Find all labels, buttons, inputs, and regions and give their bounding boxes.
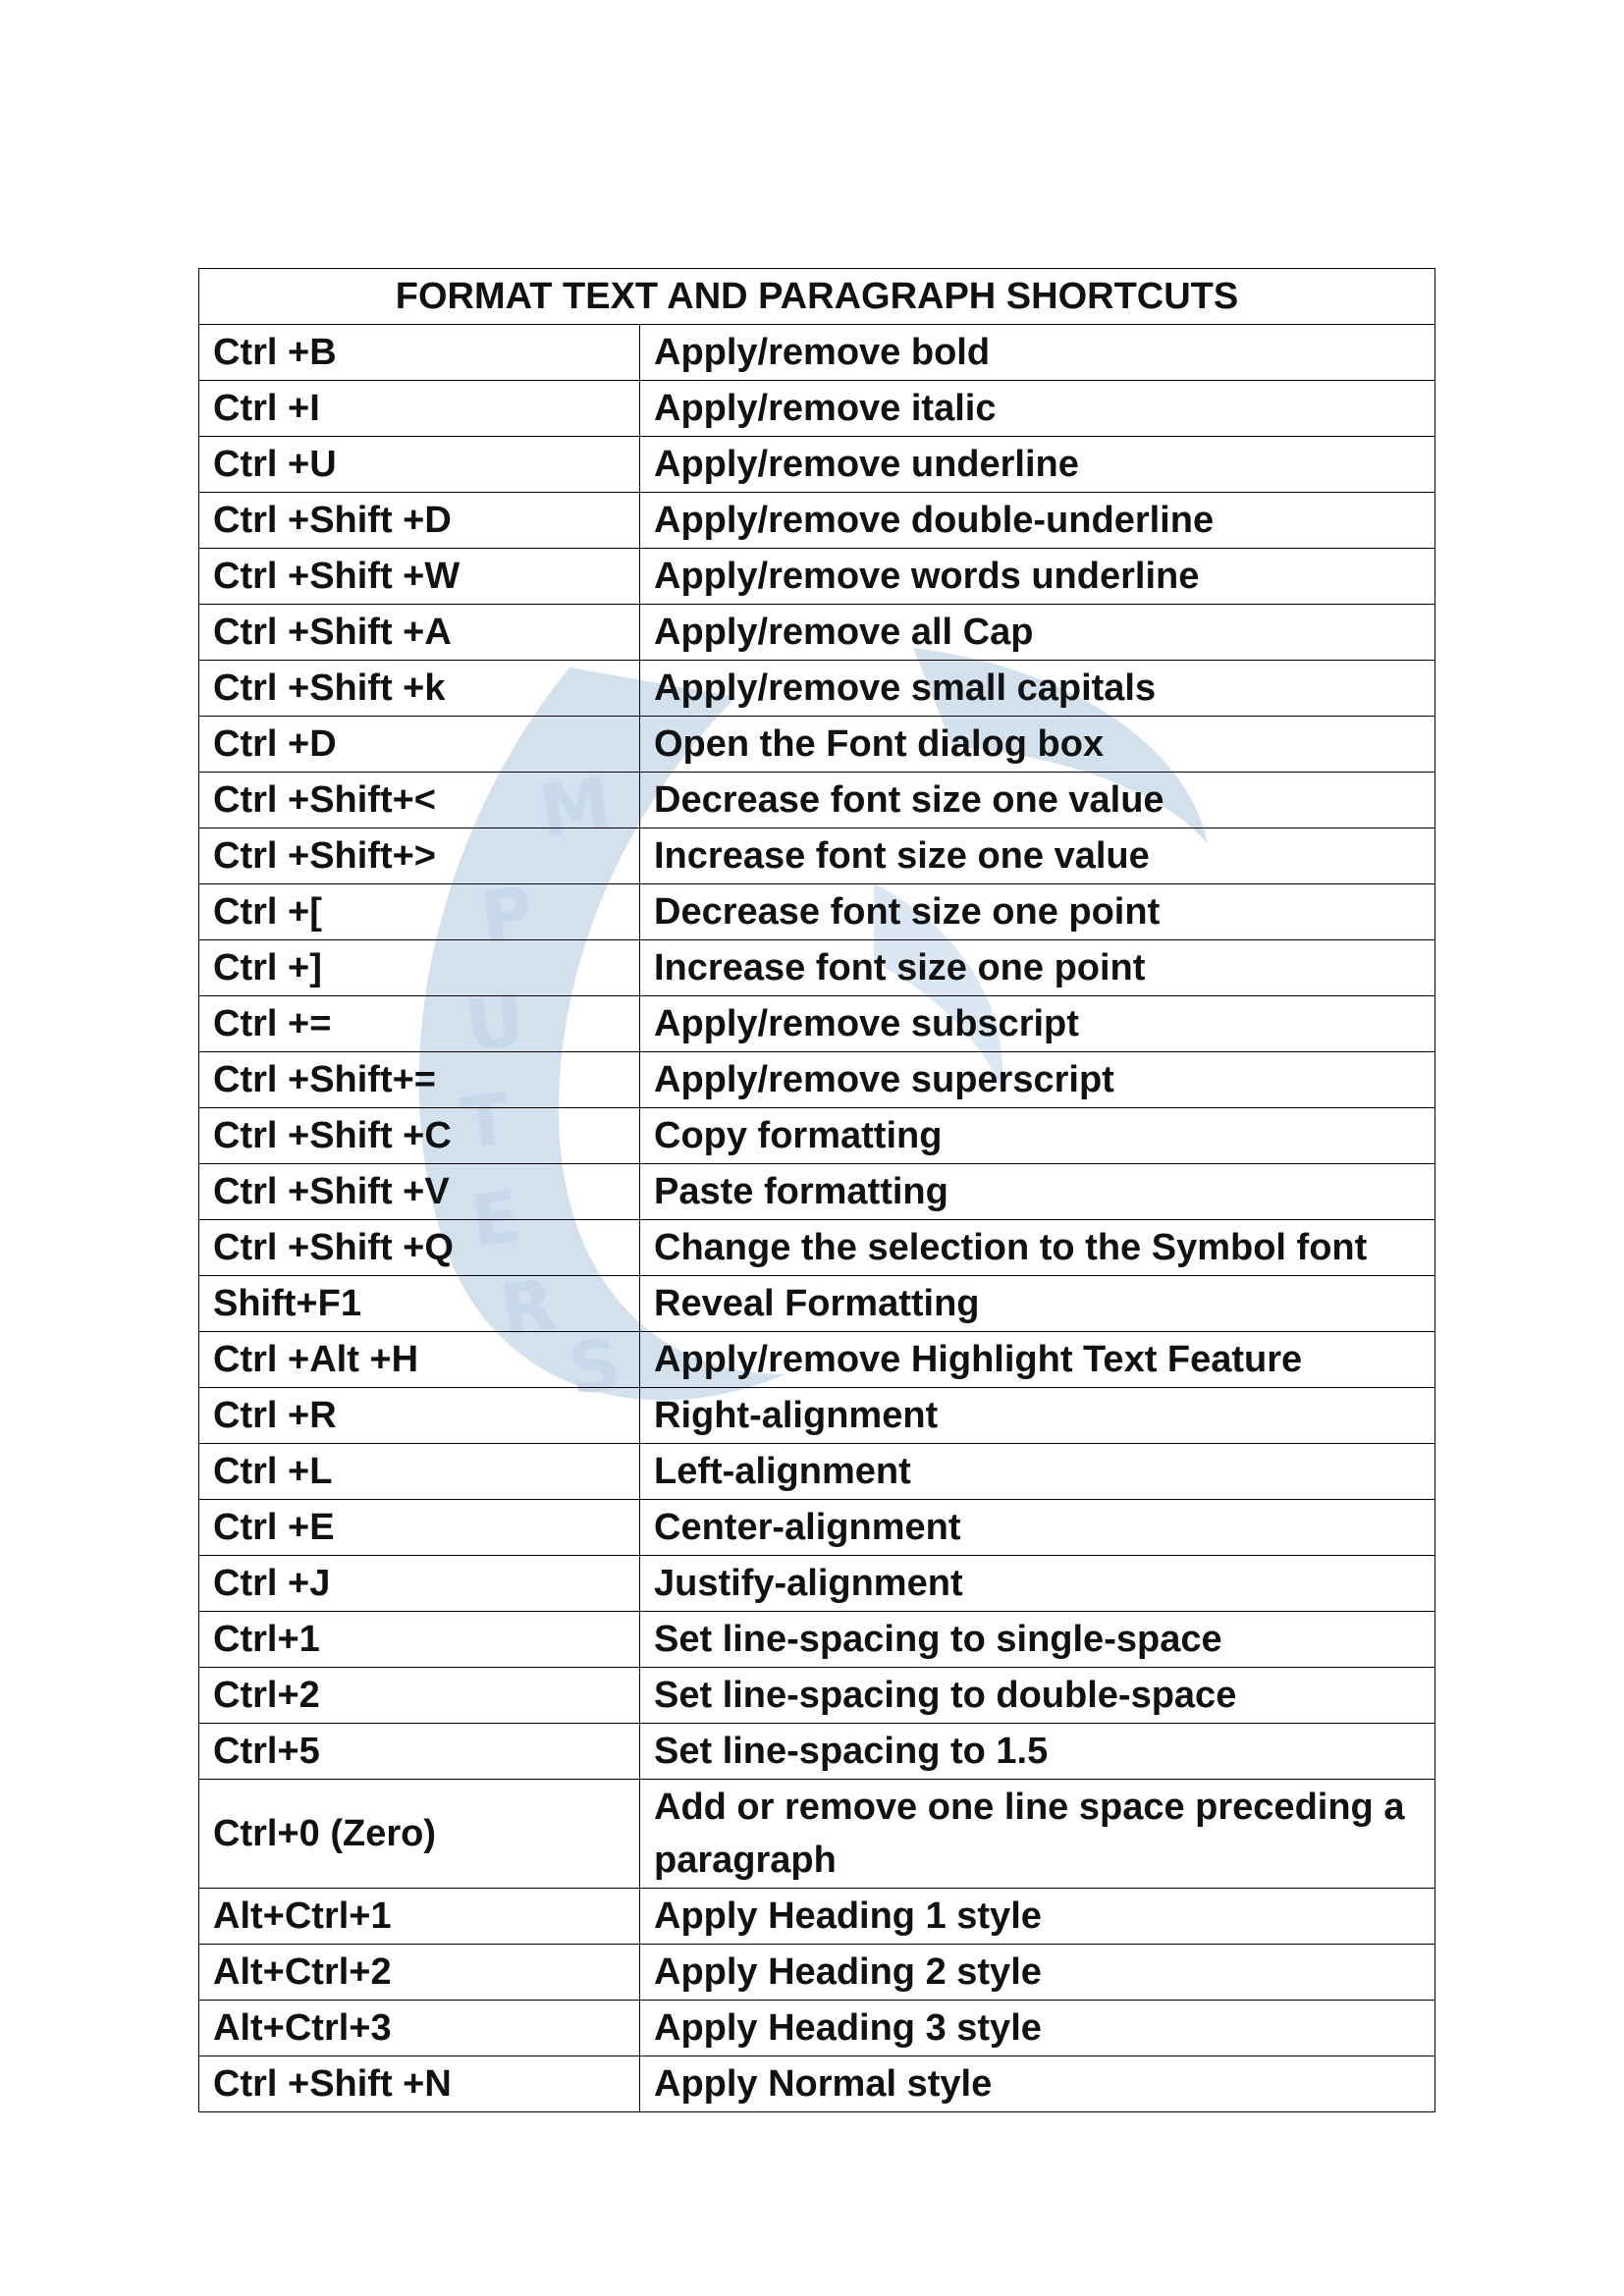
table-row (199, 1444, 1435, 1500)
shortcut-action: Increase font size one value (640, 828, 1435, 884)
shortcut-action: Set line-spacing to 1.5 (640, 1724, 1435, 1780)
shortcut-key: Alt+Ctrl+3 (199, 2001, 640, 2056)
shortcut-action: Apply Heading 3 style (640, 2001, 1435, 2056)
shortcut-key: Ctrl +[ (199, 884, 640, 940)
shortcut-key: Alt+Ctrl+1 (199, 1889, 640, 1945)
table-row (199, 1276, 1435, 1332)
table-row (199, 381, 1435, 437)
shortcut-key: Ctrl +Shift +V (199, 1164, 640, 1220)
shortcut-action: Reveal Formatting (640, 1276, 1435, 1332)
shortcut-action: Set line-spacing to single-space (640, 1612, 1435, 1668)
table-row (199, 1612, 1435, 1668)
shortcut-action: Increase font size one point (640, 940, 1435, 996)
shortcut-action: Apply/remove Highlight Text Feature (640, 1332, 1435, 1388)
table-row (199, 493, 1435, 549)
shortcut-key: Ctrl +Shift +A (199, 605, 640, 661)
shortcut-key: Ctrl +Shift +k (199, 661, 640, 717)
shortcuts-table (198, 268, 1435, 2112)
shortcut-key: Ctrl +Shift +D (199, 493, 640, 549)
shortcut-action: Copy formatting (640, 1108, 1435, 1164)
shortcut-key: Ctrl +B (199, 325, 640, 381)
table-row (199, 1108, 1435, 1164)
watermark-letter: M (534, 761, 617, 853)
shortcut-key: Ctrl +U (199, 437, 640, 493)
shortcut-key: Ctrl += (199, 996, 640, 1052)
shortcut-key: Ctrl +D (199, 717, 640, 773)
watermark-letter: E (465, 1174, 525, 1264)
table-row (199, 1668, 1435, 1724)
shortcut-key: Ctrl +Shift+< (199, 773, 640, 828)
shortcut-action: Apply/remove double-underline (640, 493, 1435, 549)
table-row (199, 1052, 1435, 1108)
shortcut-action: Set line-spacing to double-space (640, 1668, 1435, 1724)
shortcut-key: Ctrl +Shift +Q (199, 1220, 640, 1276)
shortcut-action: Center-alignment (640, 1500, 1435, 1556)
shortcut-key: Shift+F1 (199, 1276, 640, 1332)
shortcut-action: Apply/remove subscript (640, 996, 1435, 1052)
table-row (199, 1889, 1435, 1945)
shortcut-key: Ctrl +J (199, 1556, 640, 1612)
watermark-letter: U (460, 978, 530, 1068)
table-title: FORMAT TEXT AND PARAGRAPH SHORTCUTS (199, 269, 1435, 325)
shortcut-key: Ctrl +Alt +H (199, 1332, 640, 1388)
shortcut-key: Ctrl +I (199, 381, 640, 437)
table-row (199, 828, 1435, 884)
shortcut-key: Ctrl+0 (Zero) (199, 1780, 640, 1889)
table-row (199, 773, 1435, 828)
table-row (199, 605, 1435, 661)
shortcut-action: Apply Heading 1 style (640, 1889, 1435, 1945)
shortcut-action: Add or remove one line space preceding a paragraph (640, 1780, 1435, 1889)
table-row (199, 996, 1435, 1052)
table-row (199, 1500, 1435, 1556)
table-row (199, 437, 1435, 493)
table-row (199, 1556, 1435, 1612)
shortcut-key: Ctrl +Shift+> (199, 828, 640, 884)
shortcut-action: Apply/remove all Cap (640, 605, 1435, 661)
shortcut-action: Apply/remove italic (640, 381, 1435, 437)
shortcut-action: Apply/remove superscript (640, 1052, 1435, 1108)
table-row (199, 940, 1435, 996)
shortcut-key: Ctrl+2 (199, 1668, 640, 1724)
shortcut-action: Apply/remove bold (640, 325, 1435, 381)
table-row (199, 1220, 1435, 1276)
shortcut-key: Ctrl+5 (199, 1724, 640, 1780)
table-row (199, 1724, 1435, 1780)
shortcut-action: Apply/remove underline (640, 437, 1435, 493)
shortcut-action: Open the Font dialog box (640, 717, 1435, 773)
shortcut-action: Change the selection to the Symbol font (640, 1220, 1435, 1276)
shortcut-action: Decrease font size one point (640, 884, 1435, 940)
shortcut-action: Justify-alignment (640, 1556, 1435, 1612)
shortcut-key: Ctrl +Shift +W (199, 549, 640, 605)
shortcut-action: Apply Heading 2 style (640, 1945, 1435, 2001)
table-row (199, 549, 1435, 605)
table-row (199, 1780, 1435, 1889)
table-row (199, 884, 1435, 940)
shortcut-action: Decrease font size one value (640, 773, 1435, 828)
watermark-letter: T (456, 1076, 515, 1166)
shortcut-action: Right-alignment (640, 1388, 1435, 1444)
shortcut-action: Apply/remove small capitals (640, 661, 1435, 717)
table-row (199, 717, 1435, 773)
shortcut-key: Ctrl +E (199, 1500, 640, 1556)
watermark-letter: P (475, 870, 539, 960)
shortcut-key: Ctrl+1 (199, 1612, 640, 1668)
table-row (199, 2056, 1435, 2112)
shortcut-action: Apply Normal style (640, 2056, 1435, 2112)
table-row (199, 1332, 1435, 1388)
table-row (199, 1388, 1435, 1444)
shortcut-key: Ctrl +L (199, 1444, 640, 1500)
table-row (199, 1164, 1435, 1220)
shortcut-action: Apply/remove words underline (640, 549, 1435, 605)
shortcut-key: Ctrl +Shift +C (199, 1108, 640, 1164)
table-row (199, 325, 1435, 381)
shortcut-key: Ctrl +R (199, 1388, 640, 1444)
shortcut-key: Ctrl +Shift +N (199, 2056, 640, 2112)
watermark-letter: S (564, 1321, 626, 1412)
shortcut-action: Left-alignment (640, 1444, 1435, 1500)
shortcut-key: Alt+Ctrl+2 (199, 1945, 640, 2001)
watermark-letter: R (495, 1262, 562, 1353)
shortcut-key: Ctrl +Shift+= (199, 1052, 640, 1108)
table-row (199, 1945, 1435, 2001)
shortcut-action: Paste formatting (640, 1164, 1435, 1220)
shortcut-key: Ctrl +] (199, 940, 640, 996)
table-row (199, 2001, 1435, 2056)
table-row (199, 661, 1435, 717)
table-title-row (199, 269, 1435, 325)
